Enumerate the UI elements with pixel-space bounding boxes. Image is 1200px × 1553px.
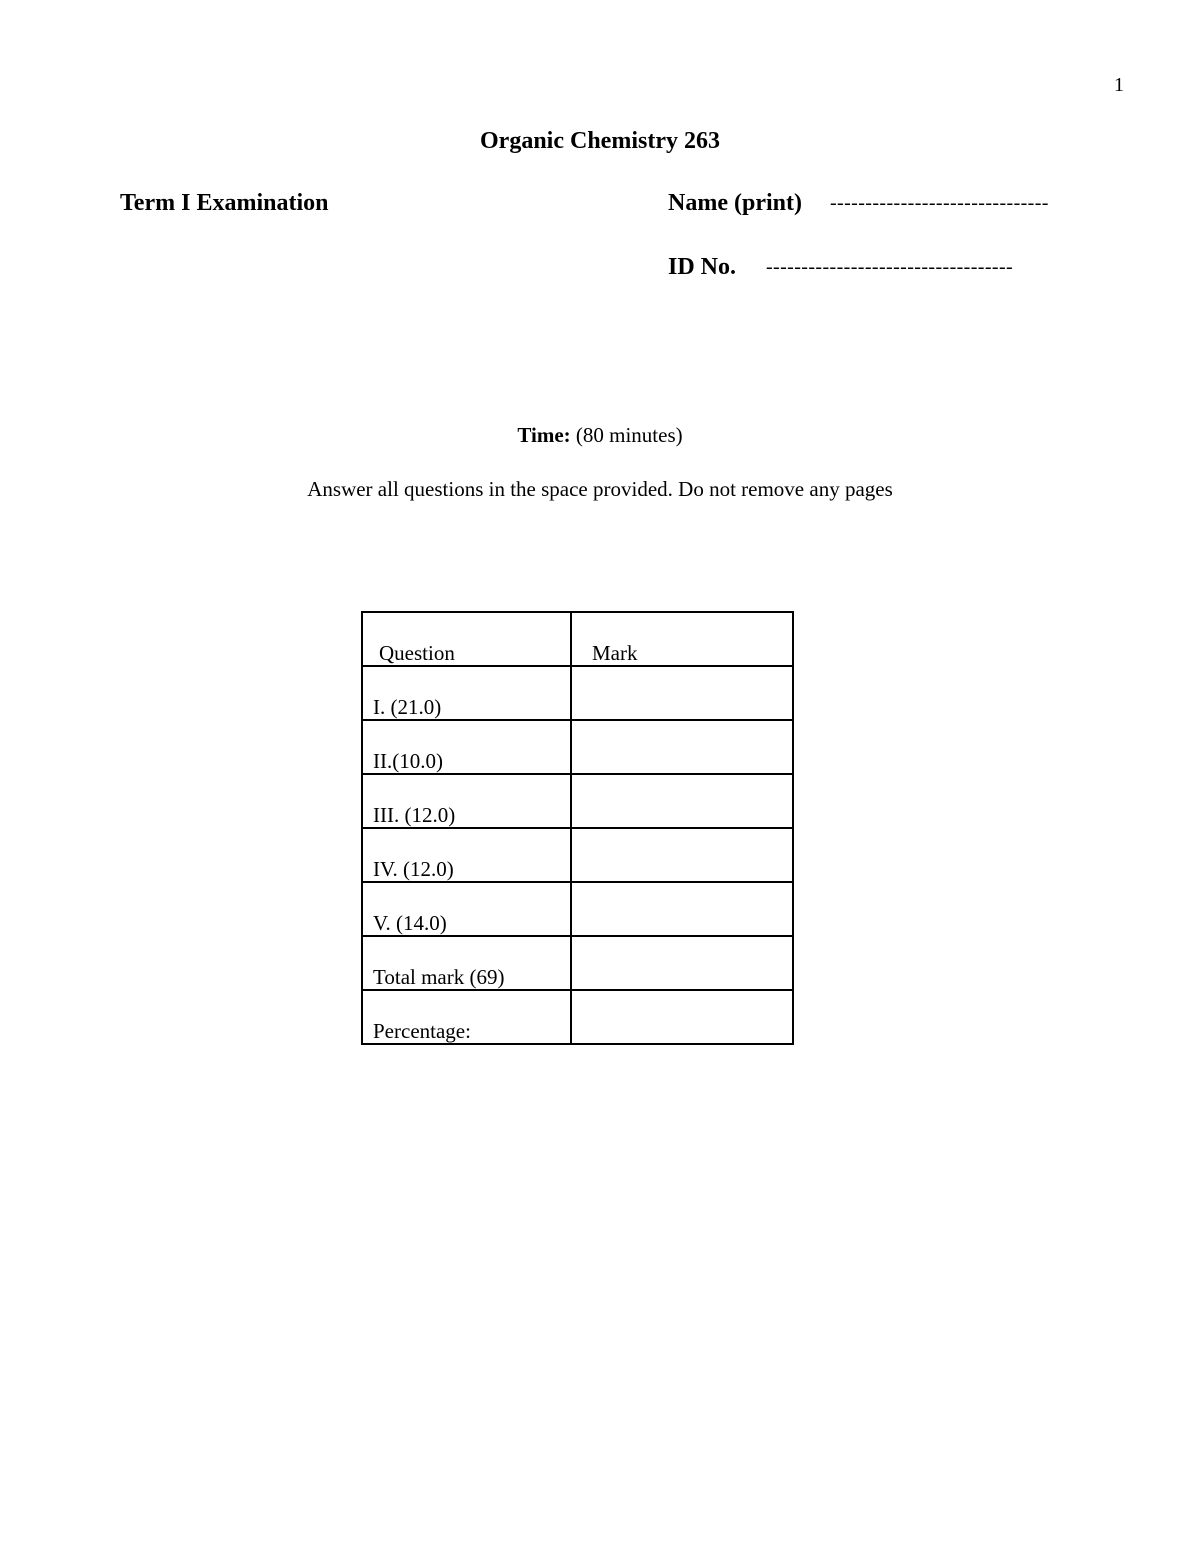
name-blank-line: ------------------------------- bbox=[830, 192, 1049, 214]
question-cell: III. (12.0) bbox=[362, 774, 571, 828]
question-cell: II.(10.0) bbox=[362, 720, 571, 774]
mark-cell[interactable] bbox=[571, 720, 793, 774]
table-row bbox=[362, 774, 793, 828]
mark-cell[interactable] bbox=[571, 828, 793, 882]
mark-cell[interactable] bbox=[571, 666, 793, 720]
id-label: ID No. bbox=[668, 254, 737, 280]
page-number: 1 bbox=[1114, 74, 1124, 96]
mark-cell[interactable] bbox=[571, 990, 793, 1044]
time-value: (80 minutes) bbox=[575, 423, 683, 447]
table-row bbox=[362, 990, 793, 1044]
time-label: Time: bbox=[517, 423, 571, 447]
mark-table bbox=[361, 611, 794, 1045]
question-cell: I. (21.0) bbox=[362, 666, 571, 720]
mark-table-header-row bbox=[362, 612, 793, 666]
table-row bbox=[362, 936, 793, 990]
question-cell: V. (14.0) bbox=[362, 882, 571, 936]
question-cell: Total mark (69) bbox=[362, 936, 571, 990]
name-label: Name (print) bbox=[668, 190, 802, 216]
question-column-header: Question bbox=[362, 612, 571, 666]
table-row bbox=[362, 666, 793, 720]
table-row bbox=[362, 720, 793, 774]
instructions: Answer all questions in the space provided. Do not remove any pages bbox=[307, 477, 893, 501]
document-title: Organic Chemistry 263 bbox=[480, 128, 720, 154]
mark-column-header: Mark bbox=[571, 612, 793, 666]
mark-cell[interactable] bbox=[571, 936, 793, 990]
question-cell: Percentage: bbox=[362, 990, 571, 1044]
table-row bbox=[362, 828, 793, 882]
question-cell: IV. (12.0) bbox=[362, 828, 571, 882]
exam-name: Term I Examination bbox=[120, 190, 329, 216]
mark-cell[interactable] bbox=[571, 882, 793, 936]
id-blank-line: ----------------------------------- bbox=[766, 256, 1014, 278]
time-allowance bbox=[0, 423, 1200, 448]
table-row bbox=[362, 882, 793, 936]
mark-cell[interactable] bbox=[571, 774, 793, 828]
